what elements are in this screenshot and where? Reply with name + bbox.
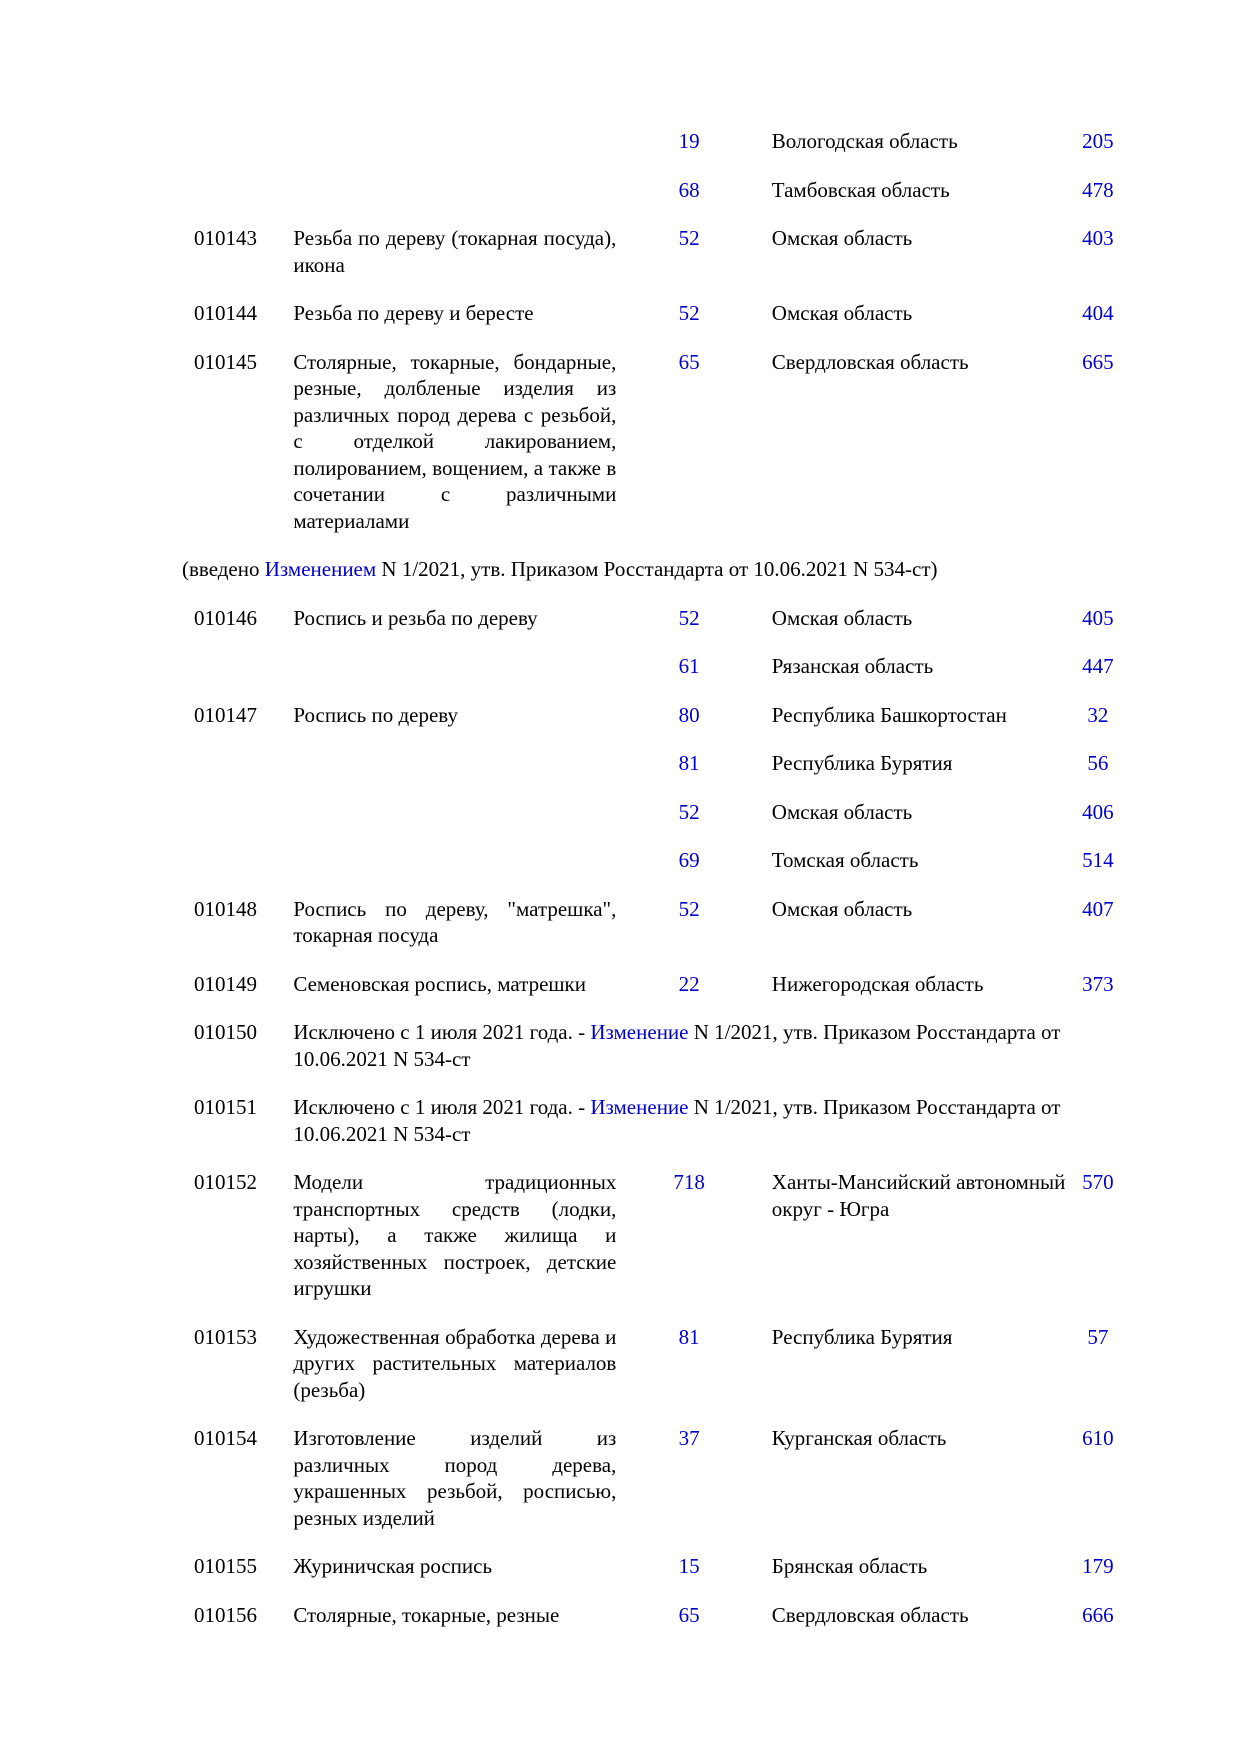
table-row bbox=[188, 702, 1128, 751]
item-number-link[interactable]: 404 bbox=[1082, 301, 1114, 325]
row-description: Журиничская роспись bbox=[293, 1554, 493, 1578]
row-description: Изготовление изделий из различных пород дерева, украшенных резьбой, росписью, резных изделий bbox=[293, 1426, 617, 1530]
region-name: Омская область bbox=[771, 301, 913, 325]
region-code-link[interactable]: 80 bbox=[678, 702, 700, 727]
row-code: 010146 bbox=[194, 605, 257, 630]
row-code: 010152 bbox=[194, 1170, 257, 1194]
region-name: Омская область bbox=[771, 896, 913, 921]
row-description: Резьба по дереву (токарная посуда), икона bbox=[293, 226, 617, 277]
note-suffix: N 1/2021, утв. Приказом Росстандарта от 10.06.2021 N 534-ст bbox=[293, 1020, 1061, 1071]
row-description bbox=[293, 799, 616, 848]
amendment-link[interactable]: Изменение bbox=[590, 1020, 689, 1044]
amendment-link[interactable]: Изменение bbox=[590, 1095, 689, 1119]
row-code: 010143 bbox=[194, 226, 257, 250]
item-number-link[interactable]: 570 bbox=[1082, 1170, 1114, 1194]
table-row bbox=[188, 177, 1128, 226]
table-row bbox=[188, 1602, 1128, 1651]
region-name: Рязанская область bbox=[771, 654, 934, 678]
region-name: Вологодская область bbox=[771, 129, 958, 153]
region-code-link[interactable]: 718 bbox=[673, 1170, 705, 1194]
row-description: Роспись и резьба по дереву bbox=[293, 605, 538, 630]
row-description: Столярные, токарные, резные bbox=[293, 1602, 560, 1627]
region-code-link[interactable]: 52 bbox=[678, 605, 700, 630]
item-number-link[interactable]: 56 bbox=[1087, 751, 1109, 775]
region-code-link[interactable]: 81 bbox=[678, 751, 700, 775]
item-number-link[interactable]: 610 bbox=[1082, 1426, 1114, 1450]
row-code: 010147 bbox=[194, 702, 257, 727]
row-description: Резьба по дереву и бересте bbox=[293, 301, 534, 325]
row-description: Столярные, токарные, бондарные, резные, долбленые изделия из различных пород дерева с резьбой, с отделкой лакированием, полированием, вощением, а также в сочетании с различными материалами bbox=[293, 349, 617, 533]
table-row bbox=[188, 1094, 1128, 1169]
region-name: Республика Бурятия bbox=[771, 751, 953, 775]
item-number-link[interactable]: 447 bbox=[1082, 654, 1114, 678]
table-row bbox=[188, 1019, 1128, 1094]
item-number-link[interactable]: 205 bbox=[1082, 129, 1114, 153]
region-name: Республика Башкортостан bbox=[771, 702, 1007, 727]
region-code-link[interactable]: 65 bbox=[678, 1602, 700, 1627]
region-code-link[interactable]: 15 bbox=[678, 1554, 700, 1578]
row-code: 010154 bbox=[194, 1426, 257, 1450]
region-name: Нижегородская область bbox=[771, 971, 984, 996]
row-code: 010156 bbox=[194, 1602, 257, 1627]
table-row bbox=[188, 1169, 1128, 1324]
region-name: Омская область bbox=[771, 605, 913, 630]
item-number-link[interactable]: 665 bbox=[1082, 349, 1114, 374]
row-code bbox=[188, 128, 293, 177]
region-name: Брянская область bbox=[771, 1554, 928, 1578]
region-code-link[interactable]: 52 bbox=[678, 799, 700, 824]
note-prefix: (введено bbox=[182, 557, 265, 581]
item-number-link[interactable]: 179 bbox=[1082, 1554, 1114, 1578]
row-code: 010151 bbox=[194, 1095, 257, 1119]
row-code: 010153 bbox=[194, 1324, 257, 1349]
note-prefix: Исключено с 1 июля 2021 года. - bbox=[293, 1095, 591, 1119]
item-number-link[interactable]: 407 bbox=[1082, 896, 1114, 921]
row-code: 010150 bbox=[194, 1020, 257, 1044]
item-number-link[interactable]: 666 bbox=[1082, 1602, 1114, 1627]
region-name: Свердловская область bbox=[771, 349, 969, 374]
row-description bbox=[293, 128, 616, 177]
note-suffix: N 1/2021, утв. Приказом Росстандарта от 10.06.2021 N 534-ст) bbox=[376, 557, 938, 581]
row-code bbox=[188, 653, 293, 702]
amendment-link[interactable]: Изменением bbox=[264, 557, 377, 581]
excluded-note bbox=[293, 1019, 1128, 1094]
region-name: Томская область bbox=[771, 848, 919, 872]
region-code-link[interactable]: 52 bbox=[678, 896, 700, 921]
item-number-link[interactable]: 514 bbox=[1082, 848, 1114, 872]
region-code-link[interactable]: 81 bbox=[678, 1324, 700, 1349]
region-code-link[interactable]: 52 bbox=[678, 226, 700, 250]
item-number-link[interactable]: 32 bbox=[1087, 702, 1109, 727]
region-name: Ханты-Мансийский автономный округ - Югра bbox=[771, 1170, 1066, 1221]
table-row bbox=[188, 653, 1128, 702]
table-row bbox=[188, 605, 1128, 654]
row-description: Модели традиционных транспортных средств (лодки, нарты), а также жилища и хозяйственных построек, детские игрушки bbox=[293, 1170, 617, 1300]
row-description bbox=[293, 653, 616, 702]
classifier-table bbox=[182, 128, 1128, 1650]
item-number-link[interactable]: 403 bbox=[1082, 226, 1114, 250]
row-code bbox=[188, 847, 293, 896]
region-code-link[interactable]: 22 bbox=[678, 971, 700, 996]
row-description bbox=[293, 847, 616, 896]
excluded-note bbox=[293, 1094, 1128, 1169]
table-row bbox=[188, 799, 1128, 848]
item-number-link[interactable]: 478 bbox=[1082, 177, 1114, 202]
row-description: Художественная обработка дерева и других растительных материалов (резьба) bbox=[293, 1324, 617, 1402]
region-name: Республика Бурятия bbox=[771, 1324, 953, 1349]
table-row bbox=[188, 750, 1128, 799]
region-code-link[interactable]: 52 bbox=[678, 301, 700, 325]
row-code bbox=[188, 177, 293, 226]
table-row bbox=[188, 1425, 1128, 1553]
region-name: Омская область bbox=[771, 799, 913, 824]
table-row bbox=[188, 1324, 1128, 1426]
region-code-link[interactable]: 65 bbox=[678, 349, 700, 374]
region-code-link[interactable]: 37 bbox=[678, 1426, 700, 1450]
row-code bbox=[188, 799, 293, 848]
table-row bbox=[188, 349, 1128, 557]
row-code: 010144 bbox=[194, 301, 257, 325]
table-row bbox=[188, 896, 1128, 971]
table-row bbox=[188, 225, 1128, 300]
row-code: 010148 bbox=[194, 896, 257, 921]
row-description: Роспись по дереву, "матрешка", токарная посуда bbox=[293, 896, 617, 947]
row-description bbox=[293, 177, 616, 226]
note-prefix: Исключено с 1 июля 2021 года. - bbox=[293, 1020, 591, 1044]
note-suffix: N 1/2021, утв. Приказом Росстандарта от 10.06.2021 N 534-ст bbox=[293, 1095, 1061, 1146]
item-number-link[interactable]: 57 bbox=[1087, 1324, 1109, 1349]
table-row bbox=[188, 556, 1128, 605]
region-code-link[interactable]: 61 bbox=[678, 654, 700, 678]
item-number-link[interactable]: 406 bbox=[1082, 799, 1114, 824]
row-description: Семеновская роспись, матрешки bbox=[293, 971, 586, 996]
table-row bbox=[188, 128, 1128, 177]
region-name: Омская область bbox=[771, 226, 913, 250]
row-code: 010149 bbox=[194, 971, 257, 996]
row-code: 010145 bbox=[194, 349, 257, 374]
region-code-link[interactable]: 68 bbox=[678, 177, 700, 202]
region-code-link[interactable]: 19 bbox=[678, 129, 700, 153]
amendment-note bbox=[182, 556, 1122, 605]
table-row bbox=[188, 300, 1128, 349]
row-description bbox=[293, 750, 616, 799]
region-name: Свердловская область bbox=[771, 1602, 969, 1627]
item-number-link[interactable]: 405 bbox=[1082, 605, 1114, 630]
region-name: Курганская область bbox=[771, 1426, 947, 1450]
table-row bbox=[188, 847, 1128, 896]
region-name: Тамбовская область bbox=[771, 177, 950, 202]
row-code bbox=[188, 750, 293, 799]
row-code: 010155 bbox=[194, 1554, 257, 1578]
region-code-link[interactable]: 69 bbox=[678, 848, 700, 872]
table-row bbox=[188, 1553, 1128, 1602]
row-description: Роспись по дереву bbox=[293, 702, 458, 727]
table-row bbox=[188, 971, 1128, 1020]
item-number-link[interactable]: 373 bbox=[1082, 971, 1114, 996]
